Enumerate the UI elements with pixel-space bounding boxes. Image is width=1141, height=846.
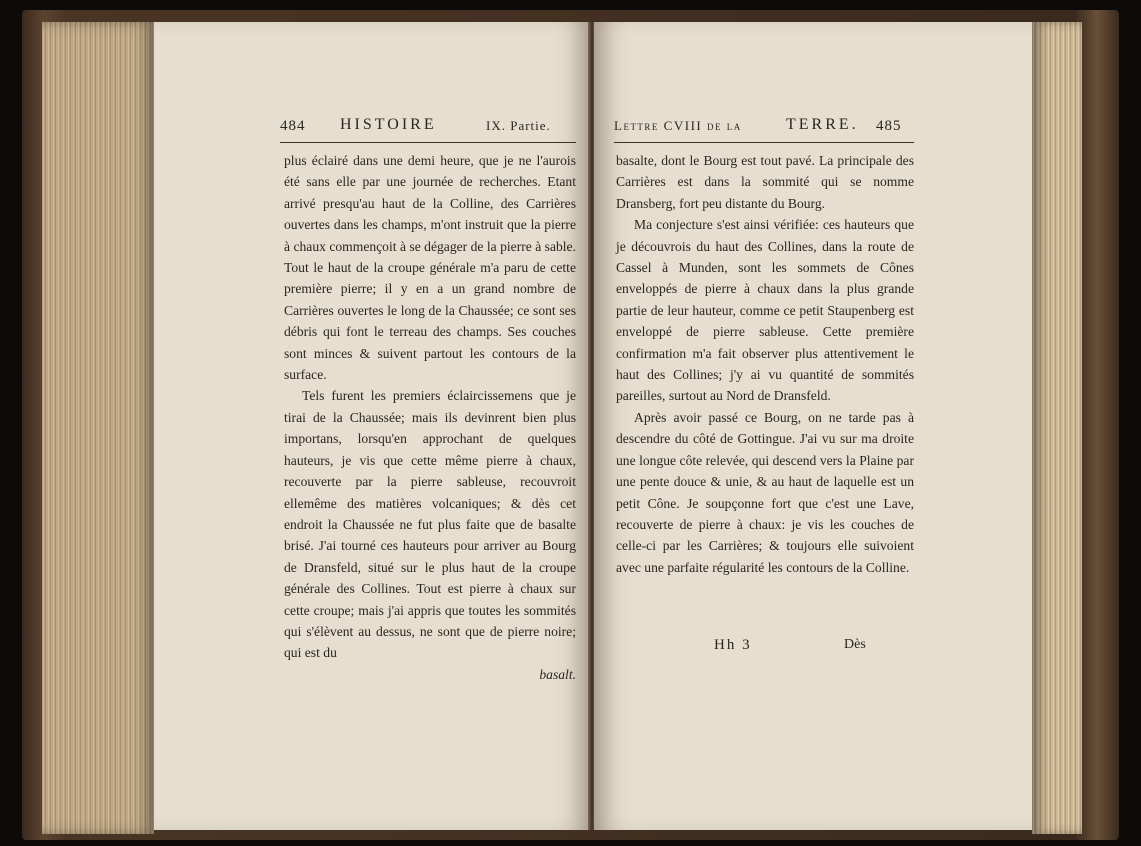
right-running-title-small: Lettre CVIII de la	[614, 118, 742, 133]
left-running-head	[280, 116, 576, 143]
right-paragraph-1: basalte, dont le Bourg est tout pavé. La principale des Carrières est dans la sommité qui se nomme Dransberg, fort peu distante du Bourg.	[616, 153, 914, 211]
left-catchword: basalt.	[539, 666, 576, 682]
left-paragraph-1: plus éclairé dans une demi heure, que je ne l'aurois été sans elle par une journée de recherches. Etant arrivé presqu'au haut de la Colline, des Carrières ouvertes dans les champs, m'ont instruit que la pierre à chaux commençoit à se dégager de la pierre à sable. Tout le haut de la croupe générale m'a paru de cette première pierre; il y en a un grand nombre de Carrières ouvertes le long de la Chaussée; ce sont ses débris qui font le terreau des champs. Ses couches sont minces & suivent partout les contours de la surface.	[284, 153, 576, 383]
right-page-number: 485	[876, 118, 902, 134]
right-running-head	[614, 116, 914, 143]
right-paragraph-2: Ma conjecture s'est ainsi vérifiée: ces hauteurs que je découvrois du haut des Collines, dans la route de Cassel à Munden, sont les sommets de Cônes enveloppés de pierre à chaux dans la plus grande partie de leur hauteur, comme ce petit Staupenberg est enveloppé de pierre sableuse. Cette première confirmation m'a fait observer plus attentivement le haut des Collines; j'y ai vu quantité de sommités pareilles, surtout au Nord de Dransfeld.	[616, 217, 914, 404]
right-page	[594, 22, 1032, 830]
left-page	[154, 22, 590, 830]
right-paragraph-3: Après avoir passé ce Bourg, on ne tarde pas à descendre du côté de Gottingue. J'ai vu sur ma droite une longue côte relevée, qui descend vers la Plaine par une pente douce & unie, & au haut de laquelle est un petit Cône. Je soupçonne fort que c'est une Lave, recouverte de pierre à chaux: je vis les couches de celle-ci par les Carrières; & toujours elle suivoient avec une parfaite régularité les contours de la Colline.	[616, 409, 914, 575]
right-page-edges	[1032, 22, 1082, 834]
left-running-title: HISTOIRE	[340, 116, 437, 133]
left-page-text	[284, 150, 576, 685]
left-page-edges	[42, 22, 154, 834]
left-part-label: IX. Partie.	[486, 118, 551, 133]
signature-mark: Hh 3	[714, 637, 752, 653]
right-catchword: Dès	[844, 637, 866, 652]
left-paragraph-2: Tels furent les premiers éclaircissemens que je tirai de la Chaussée; mais ils devinrent bien plus importans, lorsqu'en approchant de quelques hauteurs, je vis que cette même pierre à chaux, recouverte par la pierre sableuse, recouvroit ellemême des matières volcaniques; & dès cet endroit la Chaussée ne fut plus faite que de basalte brisé. J'ai tourné ces hauteurs pour arriver au Bourg de Dransfeld, situé sur le plus haut de la croupe générale des Collines. Tout est pierre à chaux sur cette croupe; mais j'ai appris que toutes les sommités qui s'élèvent au dessus, ne sont que de pierre noire; qui est du	[284, 388, 576, 661]
left-page-number: 484	[280, 118, 306, 134]
right-running-title: TERRE.	[786, 116, 859, 133]
right-page-text	[616, 150, 914, 578]
